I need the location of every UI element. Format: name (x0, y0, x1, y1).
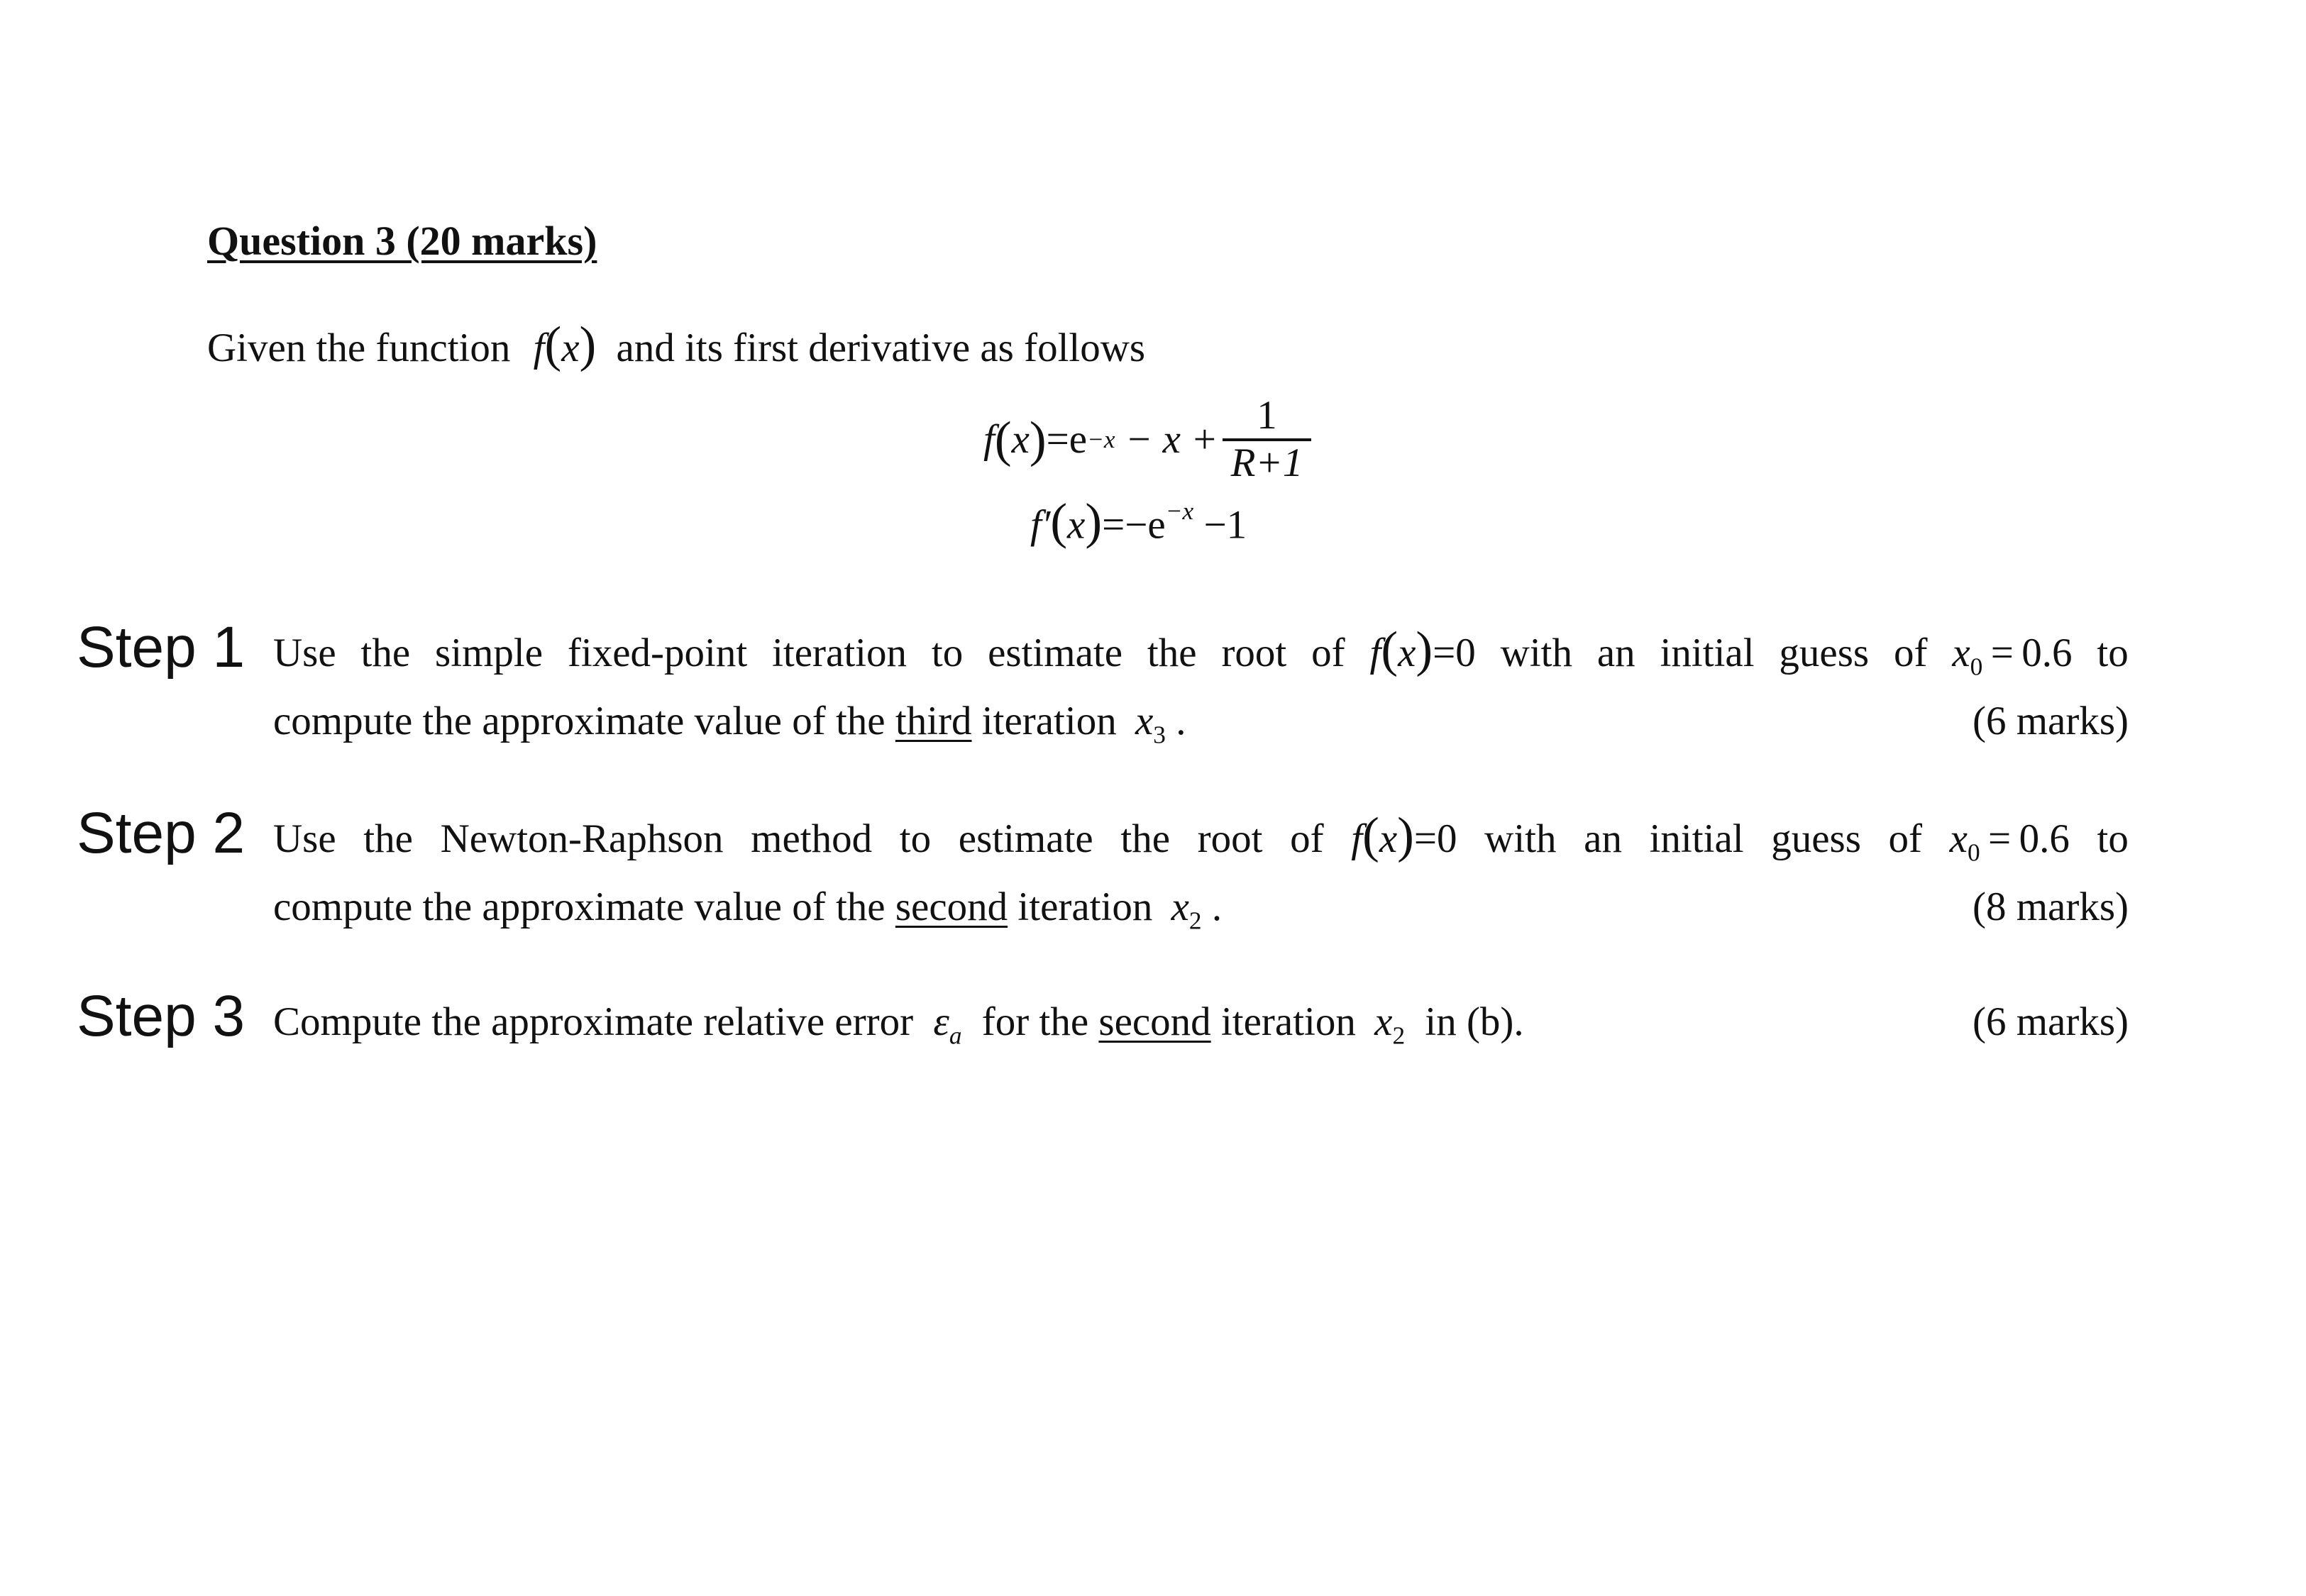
step-3-var-sub: 2 (1392, 1021, 1406, 1050)
fraction (1223, 394, 1312, 485)
step-1-word: root (1221, 631, 1287, 675)
step-2-var-sub: 2 (1188, 907, 1202, 935)
step-1-word: the (1147, 631, 1197, 675)
step-3-text (273, 999, 1524, 1050)
step-3-label: Step 3 (77, 984, 246, 1048)
step-1-word: the (360, 631, 411, 675)
step-1-tail: . (1176, 699, 1186, 743)
step-2-tail: . (1211, 885, 1223, 929)
step-3-before: Compute the approximate relative error (273, 999, 914, 1044)
step-1-line-2 (273, 698, 2129, 749)
intro-fx: f(x) (533, 317, 597, 372)
intro-f: f (533, 326, 545, 370)
step-1-word: guess (1779, 631, 1870, 675)
step-1-word: with (1500, 631, 1572, 675)
step-3-underlined: second (1098, 999, 1211, 1044)
step-1-before: compute the approximate value of the (273, 699, 886, 743)
step-2-word: to (899, 816, 932, 861)
step-2-word: the (1120, 816, 1170, 861)
step-2-after: iteration (1017, 885, 1153, 929)
step-2-word: f(x)=0 (1351, 808, 1457, 863)
step-1-word: initial (1660, 631, 1755, 675)
step-2-word: guess (1771, 816, 1861, 861)
step-2-label: Step 2 (77, 801, 246, 865)
step-2-word: of (1290, 816, 1324, 861)
step-2-word: Use (273, 816, 336, 861)
eq2-fp: f′ (1030, 502, 1051, 548)
step-2-line-2-text (273, 884, 1222, 935)
question-heading: Question 3 (20 marks) (207, 218, 597, 264)
step-2-word: to (2097, 816, 2129, 861)
step-1-word: iteration (772, 631, 907, 675)
step-1-word: estimate (988, 631, 1123, 675)
step-1-underlined: third (895, 699, 972, 743)
step-3-line (273, 999, 2129, 1050)
step-3-after: iteration (1220, 999, 1356, 1044)
step-2-line-2 (273, 884, 2129, 935)
fraction-denominator: R+1 (1223, 438, 1312, 486)
function-equation: f ( x ) =e −x − x + $\frac{1}{R+1}$ (983, 394, 1311, 485)
step-1-word: of (1893, 631, 1928, 675)
intro-after: and its first derivative as follows (616, 326, 1146, 370)
intro-before: Given the function (207, 326, 511, 370)
step-1-word: to (931, 631, 964, 675)
step-2-word: initial (1649, 816, 1744, 861)
step-1-word: Use (273, 631, 336, 675)
step-1-after: iteration (981, 699, 1117, 743)
step-2-before: compute the approximate value of the (273, 885, 886, 929)
eq1-f: f (983, 417, 995, 462)
step-2-word: Newton-Raphson (440, 816, 724, 861)
step-1-marks: (6 marks) (1972, 699, 2129, 743)
step-1-word: f(x)=0 (1369, 622, 1476, 677)
eq2-eq: =−e (1102, 502, 1166, 548)
step-1-word: an (1596, 631, 1635, 675)
step-2-line-1 (273, 808, 2129, 867)
derivative-equation: $f'(x)=-e^{-x} -1$ (1030, 494, 1247, 550)
step-2-word: estimate (958, 816, 1093, 861)
eq1-exp: −x (1087, 426, 1115, 454)
step-2-marks: (8 marks) (1972, 885, 2129, 929)
step-2-word: of (1888, 816, 1923, 861)
step-3-eps: ε (933, 999, 949, 1044)
step-1-var-sub: 3 (1153, 721, 1166, 749)
step-1-word: $x_0 = 0.6$ (1952, 631, 2073, 681)
step-3-eps-sub: a (949, 1021, 962, 1050)
intro-x: x (561, 326, 580, 370)
eq2-tail: −1 (1193, 502, 1247, 548)
fraction-numerator: 1 (1257, 393, 1277, 438)
eq2-x: x (1067, 502, 1086, 548)
intro-text (207, 317, 1146, 372)
eq2-exp: −x (1165, 497, 1194, 525)
step-3-tail: in (b). (1425, 999, 1524, 1044)
step-1-word: to (2097, 631, 2129, 675)
eq1-x: x (1011, 417, 1030, 462)
step-2-word: the (363, 816, 413, 861)
step-1-line-1 (273, 622, 2129, 681)
step-1-line-2-text (273, 698, 1186, 749)
step-2-word: an (1584, 816, 1622, 861)
step-2-var: x (1171, 885, 1189, 929)
step-3-var: x (1374, 999, 1393, 1044)
step-2-word: with (1484, 816, 1557, 861)
step-1-var: x (1135, 699, 1154, 743)
step-2-word: root (1197, 816, 1263, 861)
step-2-underlined: second (895, 885, 1008, 929)
step-3-marks: (6 marks) (1972, 999, 2129, 1044)
step-1-word: of (1311, 631, 1345, 675)
step-3-mid: for the (981, 999, 1089, 1044)
eq1-eq: =e (1046, 417, 1088, 462)
step-1-word: simple (435, 631, 544, 675)
step-1-word: fixed-point (567, 631, 748, 675)
step-1-label: Step 1 (77, 615, 246, 680)
step-2-word: $x_0 = 0.6$ (1949, 816, 2070, 867)
eq1-mid: − x + (1115, 417, 1218, 462)
step-2-word: method (751, 816, 873, 861)
